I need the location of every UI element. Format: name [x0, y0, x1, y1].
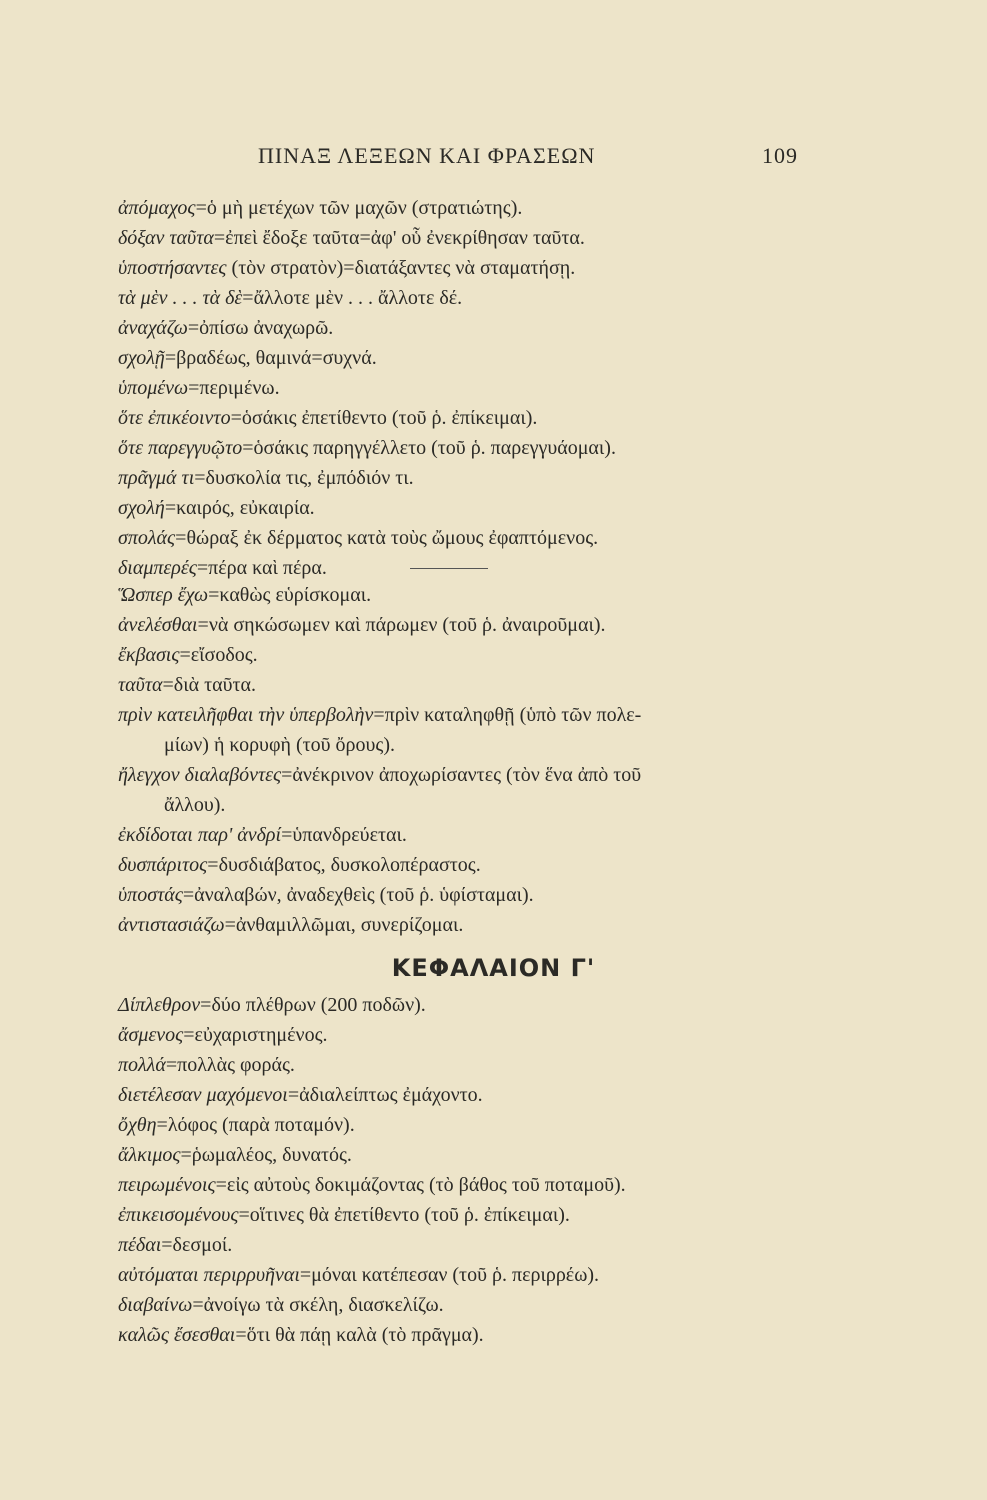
- glossary-entry: [118, 1260, 838, 1290]
- entry-definition: =νὰ σηκώσωμεν καὶ πάρωμεν (τοῦ ῥ. ἀναιροῦμαι).: [197, 614, 606, 636]
- entry-term: ἄσμενος: [118, 1024, 184, 1046]
- glossary-entry: [118, 820, 838, 850]
- glossary-entry: [118, 493, 838, 523]
- glossary-entry: [118, 463, 838, 493]
- entry-term: πέδαι: [118, 1234, 162, 1256]
- glossary-section-2: [118, 580, 838, 940]
- section-divider: [410, 568, 488, 569]
- entry-definition: (τὸν στρατὸν)=διατάξαντες νὰ σταματήσῃ.: [226, 257, 576, 279]
- entry-definition: =δυσκολία τις, ἐμπόδιόν τι.: [194, 467, 414, 489]
- entry-definition: =ἀδιαλείπτως ἐμάχοντο.: [287, 1084, 483, 1106]
- entry-term: δόξαν ταῦτα: [118, 227, 214, 249]
- entry-term: πολλά: [118, 1054, 166, 1076]
- entry-definition: =περιμένω.: [188, 377, 280, 399]
- glossary-entry: [118, 850, 838, 880]
- entry-term: ἄλκιμος: [118, 1144, 181, 1166]
- entry-term: ὑποστήσαντες: [118, 257, 227, 279]
- glossary-entry: [118, 1230, 838, 1260]
- page-number: 109: [762, 143, 798, 168]
- entry-term: σχολῇ: [118, 347, 165, 369]
- entry-definition: =οἵτινες θὰ ἐπετίθεντο (τοῦ ῥ. ἐπίκειμαι).: [238, 1204, 570, 1226]
- entry-term: σχολή: [118, 497, 165, 519]
- glossary-entry: [118, 523, 838, 553]
- glossary-entry: [118, 223, 838, 253]
- entry-definition: =βραδέως, θαμινά=συχνά.: [164, 347, 377, 369]
- entry-term: ἀντιστασιάζω: [118, 914, 225, 936]
- entry-definition: =διὰ ταῦτα.: [162, 674, 256, 696]
- glossary-entry: [118, 1170, 838, 1200]
- entry-definition: =εἰς αὐτοὺς δοκιμάζοντας (τὸ βάθος τοῦ ποταμοῦ).: [215, 1174, 626, 1196]
- glossary-entry: [118, 1290, 838, 1320]
- entry-continuation: μίων) ἡ κορυφὴ (τοῦ ὄρους).: [164, 734, 396, 756]
- glossary-entry: [118, 1110, 838, 1140]
- entry-term: πειρωμένοις: [118, 1174, 216, 1196]
- entry-term: πρᾶγμά τι: [118, 467, 195, 489]
- entry-definition: =ὑπανδρεύεται.: [281, 824, 407, 846]
- entry-term: ἀνελέσθαι: [118, 614, 198, 636]
- entry-definition: =πέρα καὶ πέρα.: [196, 557, 327, 579]
- glossary-entry: [118, 373, 838, 403]
- entry-term: καλῶς ἔσεσθαι: [118, 1324, 236, 1346]
- entry-definition: =ἄλλοτε μὲν . . . ἄλλοτε δέ.: [242, 287, 463, 309]
- entry-definition: =δύο πλέθρων (200 ποδῶν).: [200, 994, 426, 1016]
- entry-definition: =ἐπεὶ ἔδοξε ταῦτα=ἀφ' οὗ ἐνεκρίθησαν ταῦτα.: [213, 227, 585, 249]
- entry-term: πρὶν κατειλῆφθαι τὴν ὑπερβολὴν: [118, 704, 374, 726]
- glossary-entry: [118, 433, 838, 463]
- glossary-entry: [118, 580, 838, 610]
- entry-term: διαμπερές: [118, 557, 197, 579]
- entry-definition: =καθὼς εὑρίσκομαι.: [208, 584, 372, 606]
- entry-definition: =λόφος (παρὰ ποταμόν).: [156, 1114, 355, 1136]
- glossary-entry: [118, 1140, 838, 1170]
- entry-definition: =ὁ μὴ μετέχων τῶν μαχῶν (στρατιώτης).: [195, 197, 523, 219]
- glossary-section-1: [118, 193, 838, 583]
- glossary-entry: [118, 610, 838, 640]
- entry-term: διαβαίνω: [118, 1294, 193, 1316]
- glossary-entry: [118, 1020, 838, 1050]
- entry-continuation: ἄλλου).: [164, 794, 226, 816]
- entry-term: Ὥσπερ ἔχω: [118, 584, 209, 606]
- header-title: ΠΙΝΑΞ ΛΕΞΕΩΝ ΚΑΙ ΦΡΑΣΕΩΝ: [258, 143, 596, 168]
- entry-definition: =μόναι κατέπεσαν (τοῦ ῥ. περιρρέω).: [299, 1264, 600, 1286]
- entry-definition: =δεσμοί.: [161, 1234, 233, 1256]
- running-header: [258, 143, 798, 169]
- glossary-entry: [118, 283, 838, 313]
- glossary-section-3: [118, 990, 838, 1350]
- glossary-entry: [118, 990, 838, 1020]
- entry-term: σπολάς: [118, 527, 176, 549]
- entry-term: ὑποστάς: [118, 884, 183, 906]
- entry-term: ἔκβασις: [118, 644, 180, 666]
- entry-definition: =ὅτι θὰ πάῃ καλὰ (τὸ πρᾶγμα).: [235, 1324, 484, 1346]
- glossary-entry: [118, 1200, 838, 1230]
- entry-term: δυσπάριτος: [118, 854, 208, 876]
- entry-definition: =ἀναλαβών, ἀναδεχθεὶς (τοῦ ῥ. ὑφίσταμαι).: [182, 884, 534, 906]
- entry-term: ὅτε παρεγγυῷτο: [118, 437, 243, 459]
- glossary-entry: [118, 403, 838, 433]
- entry-term: Δίπλεθρον: [118, 994, 201, 1016]
- glossary-entry: [118, 313, 838, 343]
- glossary-entry: [118, 1080, 838, 1110]
- entry-definition: =ἀνοίγω τὰ σκέλη, διασκελίζω.: [192, 1294, 444, 1316]
- entry-term: αὐτόμαται περιρρυῆναι: [118, 1264, 300, 1286]
- glossary-entry: [118, 760, 838, 820]
- entry-term: διετέλεσαν μαχόμενοι: [118, 1084, 288, 1106]
- entry-definition: =ῥωμαλέος, δυνατός.: [180, 1144, 352, 1166]
- glossary-entry: [118, 640, 838, 670]
- entry-term: ὅτε ἐπικέοιντο: [118, 407, 231, 429]
- entry-definition: =ἀνθαμιλλῶμαι, συνερίζομαι.: [224, 914, 464, 936]
- glossary-entry: [118, 1320, 838, 1350]
- entry-definition: =ὁσάκις ἐπετίθεντο (τοῦ ῥ. ἐπίκειμαι).: [230, 407, 538, 429]
- entry-term: ἀναχάζω: [118, 317, 188, 339]
- entry-definition: =πρὶν καταληφθῇ (ὑπὸ τῶν πολε-: [373, 704, 642, 726]
- entry-definition: =ὀπίσω ἀναχωρῶ.: [187, 317, 334, 339]
- entry-term: τὰ μὲν . . . τὰ δὲ: [118, 287, 243, 309]
- entry-definition: =δυσδιάβατος, δυσκολοπέραστος.: [207, 854, 481, 876]
- entry-term: ὄχθη: [118, 1114, 157, 1136]
- glossary-entry: [118, 880, 838, 910]
- entry-definition: =πολλὰς φοράς.: [165, 1054, 295, 1076]
- entry-term: ταῦτα: [118, 674, 163, 696]
- glossary-entry: [118, 910, 838, 940]
- glossary-entry: [118, 670, 838, 700]
- entry-term: ὑπομένω: [118, 377, 189, 399]
- glossary-entry: [118, 193, 838, 223]
- glossary-entry: [118, 1050, 838, 1080]
- glossary-entry: [118, 253, 838, 283]
- glossary-entry: [118, 343, 838, 373]
- entry-definition: =ἀνέκρινον ἀποχωρίσαντες (τὸν ἕνα ἀπὸ τοῦ: [281, 764, 642, 786]
- entry-definition: =εὐχαριστημένος.: [183, 1024, 328, 1046]
- entry-definition: =εἴσοδος.: [179, 644, 258, 666]
- entry-term: ἀπόμαχος: [118, 197, 196, 219]
- entry-term: ἐπικεισομένους: [118, 1204, 239, 1226]
- entry-definition: =θώραξ ἐκ δέρματος κατὰ τοὺς ὤμους ἐφαπτόμενος.: [175, 527, 599, 549]
- entry-definition: =καιρός, εὐκαιρία.: [164, 497, 315, 519]
- entry-definition: =ὁσάκις παρηγγέλλετο (τοῦ ῥ. παρεγγυάομαι).: [242, 437, 616, 459]
- entry-term: ἤλεγχον διαλαβόντες: [118, 764, 282, 786]
- chapter-heading: ΚΕΦΑΛΑΙΟΝ Γ': [391, 954, 596, 982]
- glossary-entry: [118, 700, 838, 760]
- entry-term: ἐκδίδοται παρ' ἀνδρί: [118, 824, 282, 846]
